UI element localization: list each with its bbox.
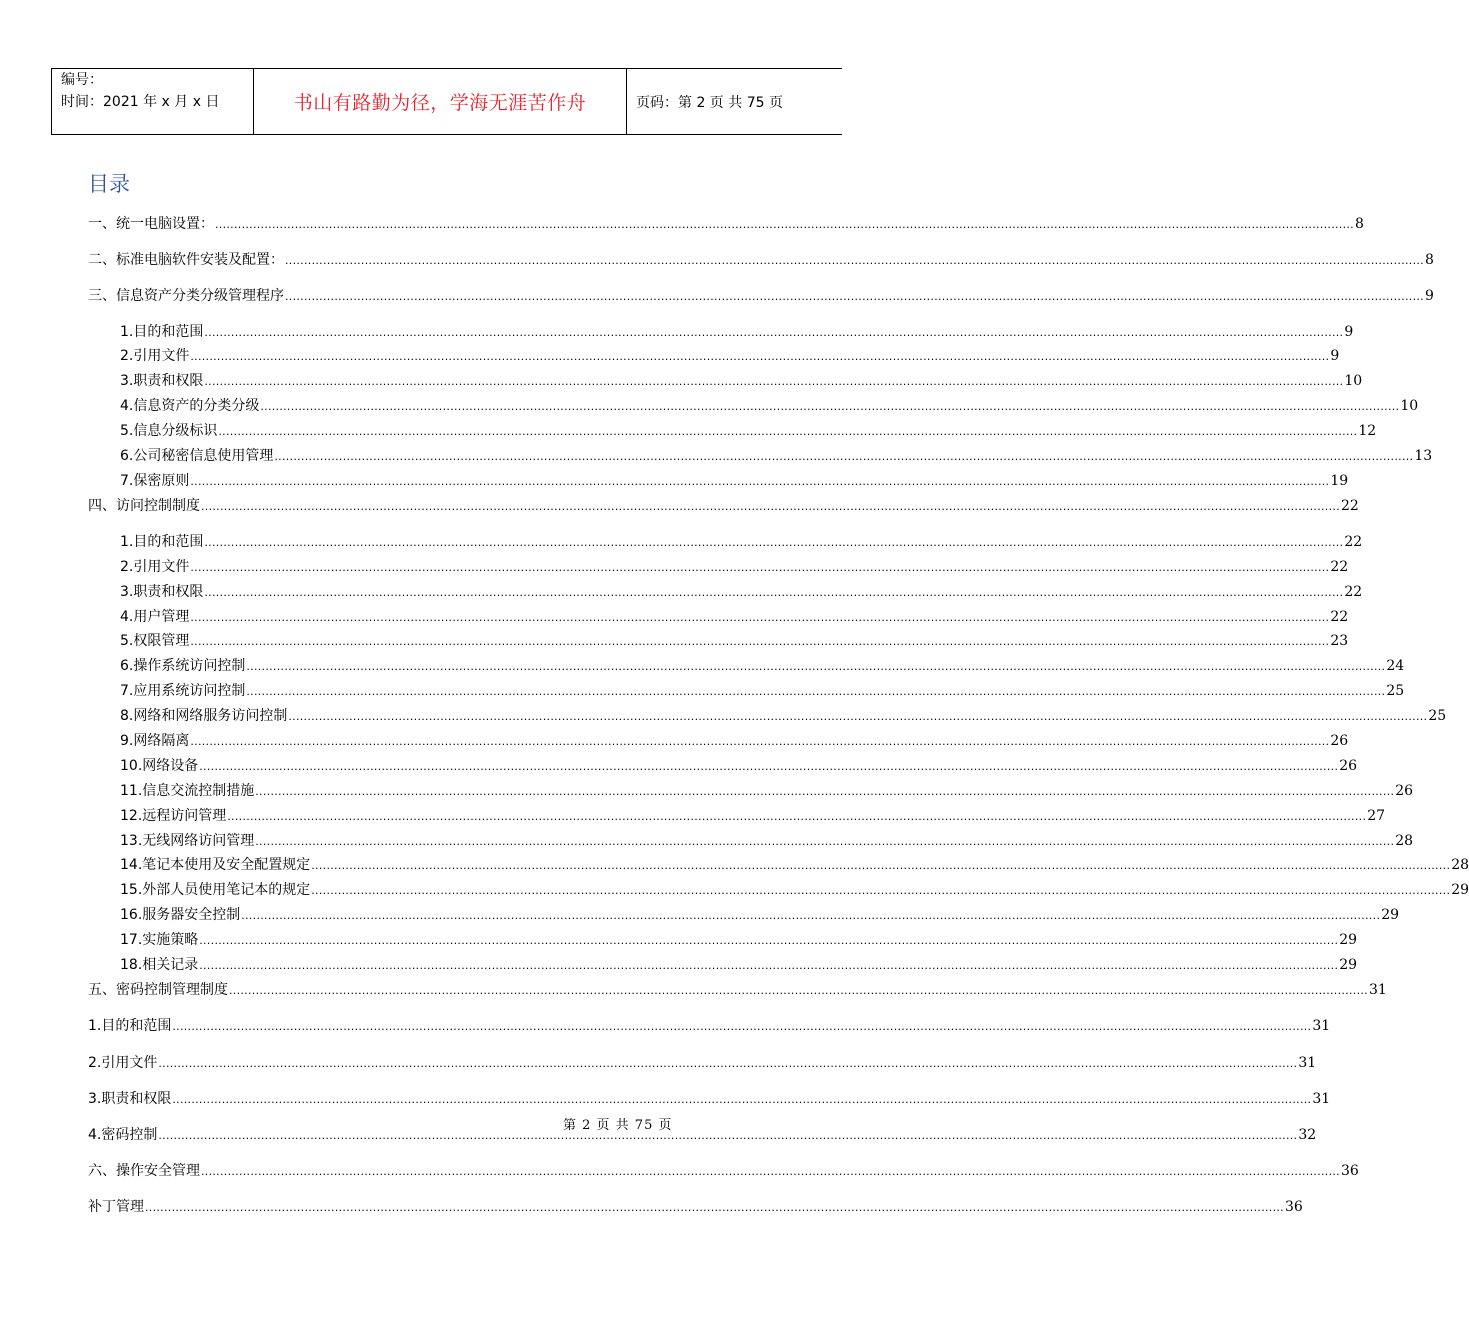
- toc-entry[interactable]: [120, 831, 1414, 851]
- toc-entry-label: 五、密码控制管理制度: [88, 982, 228, 998]
- toc-entry-number: 1.: [120, 324, 134, 340]
- toc-entry-label: 引用文件: [101, 1055, 158, 1071]
- toc-dot-leader: ............................................................................................................................................................................................................................................................................................................: [285, 290, 1424, 303]
- toc-dot-leader: ............................................................................................................................................................................................................................................................................................................: [172, 1020, 1312, 1033]
- toc-entry-page-number: 8: [1424, 252, 1434, 268]
- toc-entry-label: 职责和权限: [133, 584, 204, 600]
- toc-entry-label: 目的和范围: [133, 534, 204, 550]
- toc-entry[interactable]: [120, 756, 1358, 776]
- toc-entry-page-number: 19: [1330, 473, 1349, 489]
- toc-entry[interactable]: [120, 631, 1349, 651]
- toc-entry-page-number: 23: [1330, 633, 1349, 649]
- toc-dot-leader: ............................................................................................................................................................................................................................................................................................................: [158, 1057, 1298, 1070]
- toc-entry-page-number: 8: [1354, 216, 1364, 232]
- toc-entry-page-number: 12: [1358, 423, 1377, 439]
- toc-entry-label: 二、标准电脑软件安装及配置：: [88, 252, 284, 268]
- toc-entry[interactable]: [120, 781, 1414, 801]
- toc-entry-number: 14.: [120, 857, 143, 873]
- toc-dot-leader: ............................................................................................................................................................................................................................................................................................................: [255, 785, 1395, 798]
- toc-entry[interactable]: [120, 706, 1447, 726]
- toc-entry-number: 1.: [88, 1018, 102, 1034]
- toc-entry-label: 目的和范围: [101, 1018, 172, 1034]
- toc-dot-leader: ............................................................................................................................................................................................................................................................................................................: [246, 660, 1386, 673]
- toc-entry-page-number: 22: [1344, 584, 1363, 600]
- toc-dot-leader: ............................................................................................................................................................................................................................................................................................................: [199, 959, 1339, 972]
- toc-entry-page-number: 25: [1386, 683, 1405, 699]
- toc-dot-leader: ............................................................................................................................................................................................................................................................................................................: [190, 350, 1330, 363]
- toc-entry-page-number: 29: [1451, 882, 1469, 898]
- toc-entry-number: 1.: [120, 534, 134, 550]
- toc-dot-leader: ............................................................................................................................................................................................................................................................................................................: [241, 909, 1381, 922]
- toc-dot-leader: ............................................................................................................................................................................................................................................................................................................: [172, 1093, 1312, 1106]
- toc-entry-label: 权限管理: [133, 633, 190, 649]
- toc-entry[interactable]: [120, 557, 1349, 577]
- header-divider-left: [51, 68, 52, 135]
- toc-entry[interactable]: [120, 371, 1363, 391]
- toc-dot-leader: ............................................................................................................................................................................................................................................................................................................: [204, 536, 1344, 549]
- page-header: [51, 68, 842, 135]
- toc-entry-number: 5.: [120, 633, 134, 649]
- toc-entry-label: 远程访问管理: [142, 808, 227, 824]
- toc-entry[interactable]: [120, 656, 1405, 676]
- toc-entry-page-number: 26: [1330, 733, 1349, 749]
- toc-entry-page-number: 24: [1386, 658, 1405, 674]
- toc-entry-label: 引用文件: [133, 559, 190, 575]
- toc-entry-page-number: 22: [1344, 534, 1363, 550]
- toc-entry[interactable]: [88, 250, 1434, 270]
- toc-entry-number: 3.: [88, 1091, 102, 1107]
- toc-entry-label: 实施策略: [142, 932, 199, 948]
- toc-entry-page-number: 27: [1367, 808, 1386, 824]
- toc-entry-page-number: 29: [1339, 932, 1358, 948]
- toc-dot-leader: ............................................................................................................................................................................................................................................................................................................: [229, 984, 1368, 997]
- toc-entry-label: 信息交流控制措施: [142, 783, 255, 799]
- toc-entry-page-number: 9: [1344, 324, 1354, 340]
- toc-entry-page-number: 31: [1312, 1018, 1331, 1034]
- toc-entry-number: 2.: [88, 1055, 102, 1071]
- toc-entry-number: 2.: [120, 559, 134, 575]
- toc-dot-leader: ............................................................................................................................................................................................................................................................................................................: [190, 561, 1330, 574]
- toc-dot-leader: ............................................................................................................................................................................................................................................................................................................: [145, 1201, 1284, 1214]
- toc-entry[interactable]: [120, 346, 1340, 366]
- toc-entry[interactable]: [120, 930, 1358, 950]
- toc-entry-number: 2.: [120, 348, 134, 364]
- toc-entry-page-number: 22: [1330, 609, 1349, 625]
- toc-entry-page-number: 31: [1298, 1055, 1317, 1071]
- toc-entry-number: 4.: [88, 1127, 102, 1143]
- toc-entry[interactable]: [88, 214, 1364, 234]
- toc-entry-label: 保密原则: [133, 473, 190, 489]
- toc-entry-page-number: 31: [1312, 1091, 1331, 1107]
- toc-entry[interactable]: [120, 446, 1433, 466]
- toc-dot-leader: ............................................................................................................................................................................................................................................................................................................: [204, 326, 1344, 339]
- toc-entry-number: 4.: [120, 609, 134, 625]
- toc-dot-leader: ............................................................................................................................................................................................................................................................................................................: [190, 635, 1330, 648]
- toc-entry-page-number: 28: [1451, 857, 1469, 873]
- toc-entry-page-number: 25: [1428, 708, 1447, 724]
- toc-entry-number: 6.: [120, 448, 134, 464]
- toc-entry-label: 服务器安全控制: [142, 907, 241, 923]
- toc-entry-page-number: 22: [1340, 498, 1359, 514]
- toc-entry-page-number: 36: [1340, 1163, 1359, 1179]
- toc-dot-leader: ............................................................................................................................................................................................................................................................................................................: [215, 218, 1354, 231]
- toc-entry-label: 密码控制: [101, 1127, 158, 1143]
- toc-entry[interactable]: [120, 532, 1363, 552]
- toc-dot-leader: ............................................................................................................................................................................................................................................................................................................: [201, 500, 1340, 513]
- toc-entry[interactable]: [120, 396, 1419, 416]
- toc-entry[interactable]: [120, 806, 1386, 826]
- toc-entry-label: 引用文件: [133, 348, 190, 364]
- toc-dot-leader: ............................................................................................................................................................................................................................................................................................................: [190, 735, 1330, 748]
- toc-dot-leader: ............................................................................................................................................................................................................................................................................................................: [255, 835, 1395, 848]
- toc-entry[interactable]: [88, 286, 1434, 306]
- toc-entry[interactable]: [120, 855, 1469, 875]
- toc-entry-label: 公司秘密信息使用管理: [133, 448, 274, 464]
- toc-entry-label: 应用系统访问控制: [133, 683, 246, 699]
- toc-entry-number: 5.: [120, 423, 134, 439]
- header-page-info: 页码：第 2 页 共 75 页: [636, 94, 783, 111]
- toc-entry[interactable]: [88, 496, 1359, 516]
- toc-entry-number: 3.: [120, 373, 134, 389]
- toc-dot-leader: ............................................................................................................................................................................................................................................................................................................: [190, 611, 1330, 624]
- toc-dot-leader: ............................................................................................................................................................................................................................................................................................................: [311, 884, 1451, 897]
- header-time-label: 时间：2021 年 x 月 x 日: [61, 94, 220, 110]
- toc-entry[interactable]: [120, 955, 1358, 975]
- toc-dot-leader: ............................................................................................................................................................................................................................................................................................................: [199, 760, 1339, 773]
- header-meta: [61, 69, 219, 113]
- toc-entry-label: 六、操作安全管理: [88, 1163, 200, 1179]
- toc-entry-label: 用户管理: [133, 609, 190, 625]
- toc-entry-label: 目的和范围: [133, 324, 204, 340]
- toc-entry-label: 网络和网络服务访问控制: [133, 708, 288, 724]
- toc-entry-number: 6.: [120, 658, 134, 674]
- toc-entry-page-number: 13: [1414, 448, 1433, 464]
- header-divider-2: [626, 68, 627, 135]
- toc-entry-label: 三、信息资产分类分级管理程序: [88, 288, 284, 304]
- toc-entry-label: 网络隔离: [133, 733, 190, 749]
- toc-entry[interactable]: [120, 471, 1349, 491]
- toc-entry-label: 一、统一电脑设置：: [88, 216, 214, 232]
- toc-entry[interactable]: [88, 1197, 1303, 1217]
- toc-entry-page-number: 10: [1344, 373, 1363, 389]
- toc-entry-number: 17.: [120, 932, 143, 948]
- toc-entry-label: 信息资产的分类分级: [133, 398, 260, 414]
- toc-entry-label: 补丁管理: [88, 1199, 144, 1215]
- header-number-label: 编号：: [61, 72, 103, 88]
- toc-title: 目录: [88, 172, 130, 196]
- toc-entry-page-number: 32: [1298, 1127, 1317, 1143]
- toc-entry-page-number: 22: [1330, 559, 1349, 575]
- toc-dot-leader: ............................................................................................................................................................................................................................................................................................................: [285, 254, 1424, 267]
- toc-entry-label: 无线网络访问管理: [142, 833, 255, 849]
- toc-entry[interactable]: [120, 421, 1377, 441]
- toc-entry-number: 18.: [120, 957, 143, 973]
- toc-entry-label: 信息分级标识: [133, 423, 218, 439]
- toc-dot-leader: ............................................................................................................................................................................................................................................................................................................: [227, 810, 1367, 823]
- toc-entry[interactable]: [120, 880, 1469, 900]
- toc-entry-label: 笔记本使用及安全配置规定: [142, 857, 311, 873]
- toc-entry[interactable]: [88, 1053, 1317, 1073]
- toc-entry-label: 相关记录: [142, 957, 199, 973]
- toc-entry[interactable]: [120, 582, 1363, 602]
- toc-dot-leader: ............................................................................................................................................................................................................................................................................................................: [311, 859, 1451, 872]
- toc-entry[interactable]: [120, 681, 1405, 701]
- toc-entry-page-number: 9: [1424, 288, 1434, 304]
- toc-entry-number: 7.: [120, 473, 134, 489]
- toc-entry[interactable]: [120, 905, 1400, 925]
- toc-entry-number: 11.: [120, 783, 143, 799]
- toc-entry[interactable]: [120, 731, 1349, 751]
- toc-entry[interactable]: [88, 1125, 1317, 1145]
- toc-entry-page-number: 9: [1330, 348, 1340, 364]
- toc-entry-number: 16.: [120, 907, 143, 923]
- toc-dot-leader: ............................................................................................................................................................................................................................................................................................................: [260, 400, 1400, 413]
- toc-entry-number: 12.: [120, 808, 143, 824]
- toc-entry-number: 9.: [120, 733, 134, 749]
- toc-entry[interactable]: [120, 607, 1349, 627]
- toc-entry-number: 4.: [120, 398, 134, 414]
- toc-dot-leader: ............................................................................................................................................................................................................................................................................................................: [158, 1129, 1298, 1142]
- toc-entry-page-number: 29: [1381, 907, 1400, 923]
- toc-entry[interactable]: [88, 980, 1387, 1000]
- toc-entry[interactable]: [88, 1089, 1331, 1109]
- toc-dot-leader: ............................................................................................................................................................................................................................................................................................................: [190, 475, 1330, 488]
- toc-entry-number: 15.: [120, 882, 143, 898]
- toc-entry-number: 3.: [120, 584, 134, 600]
- toc-entry-page-number: 10: [1400, 398, 1419, 414]
- toc-entry-label: 职责和权限: [101, 1091, 172, 1107]
- toc-dot-leader: ............................................................................................................................................................................................................................................................................................................: [288, 710, 1428, 723]
- toc-entry-page-number: 26: [1339, 758, 1358, 774]
- toc-entry-page-number: 36: [1284, 1199, 1303, 1215]
- toc-entry-number: 13.: [120, 833, 143, 849]
- toc-entry-label: 操作系统访问控制: [133, 658, 246, 674]
- toc-entry-number: 7.: [120, 683, 134, 699]
- header-motto: 书山有路勤为径，学海无涯苦作舟: [293, 92, 587, 114]
- toc-entry[interactable]: [88, 1161, 1359, 1181]
- toc-entry-label: 网络设备: [142, 758, 199, 774]
- page-footer: 第 2 页 共 75 页: [563, 1118, 673, 1133]
- toc-entry-number: 8.: [120, 708, 134, 724]
- toc-dot-leader: ............................................................................................................................................................................................................................................................................................................: [246, 685, 1386, 698]
- toc-entry-number: 10.: [120, 758, 143, 774]
- toc-entry-label: 四、访问控制制度: [88, 498, 200, 514]
- toc-entry-page-number: 31: [1368, 982, 1387, 998]
- toc-dot-leader: ............................................................................................................................................................................................................................................................................................................: [204, 375, 1344, 388]
- toc-entry[interactable]: [120, 322, 1354, 342]
- toc-dot-leader: ............................................................................................................................................................................................................................................................................................................: [204, 586, 1344, 599]
- toc-dot-leader: ............................................................................................................................................................................................................................................................................................................: [274, 450, 1414, 463]
- toc-dot-leader: ............................................................................................................................................................................................................................................................................................................: [199, 934, 1339, 947]
- toc-entry-page-number: 29: [1339, 957, 1358, 973]
- toc-entry-label: 职责和权限: [133, 373, 204, 389]
- toc-dot-leader: ............................................................................................................................................................................................................................................................................................................: [218, 425, 1358, 438]
- toc-entry-page-number: 26: [1395, 783, 1414, 799]
- toc-entry-label: 外部人员使用笔记本的规定: [142, 882, 311, 898]
- toc-dot-leader: ............................................................................................................................................................................................................................................................................................................: [201, 1165, 1340, 1178]
- toc-entry-page-number: 28: [1395, 833, 1414, 849]
- toc-entry[interactable]: [88, 1016, 1331, 1036]
